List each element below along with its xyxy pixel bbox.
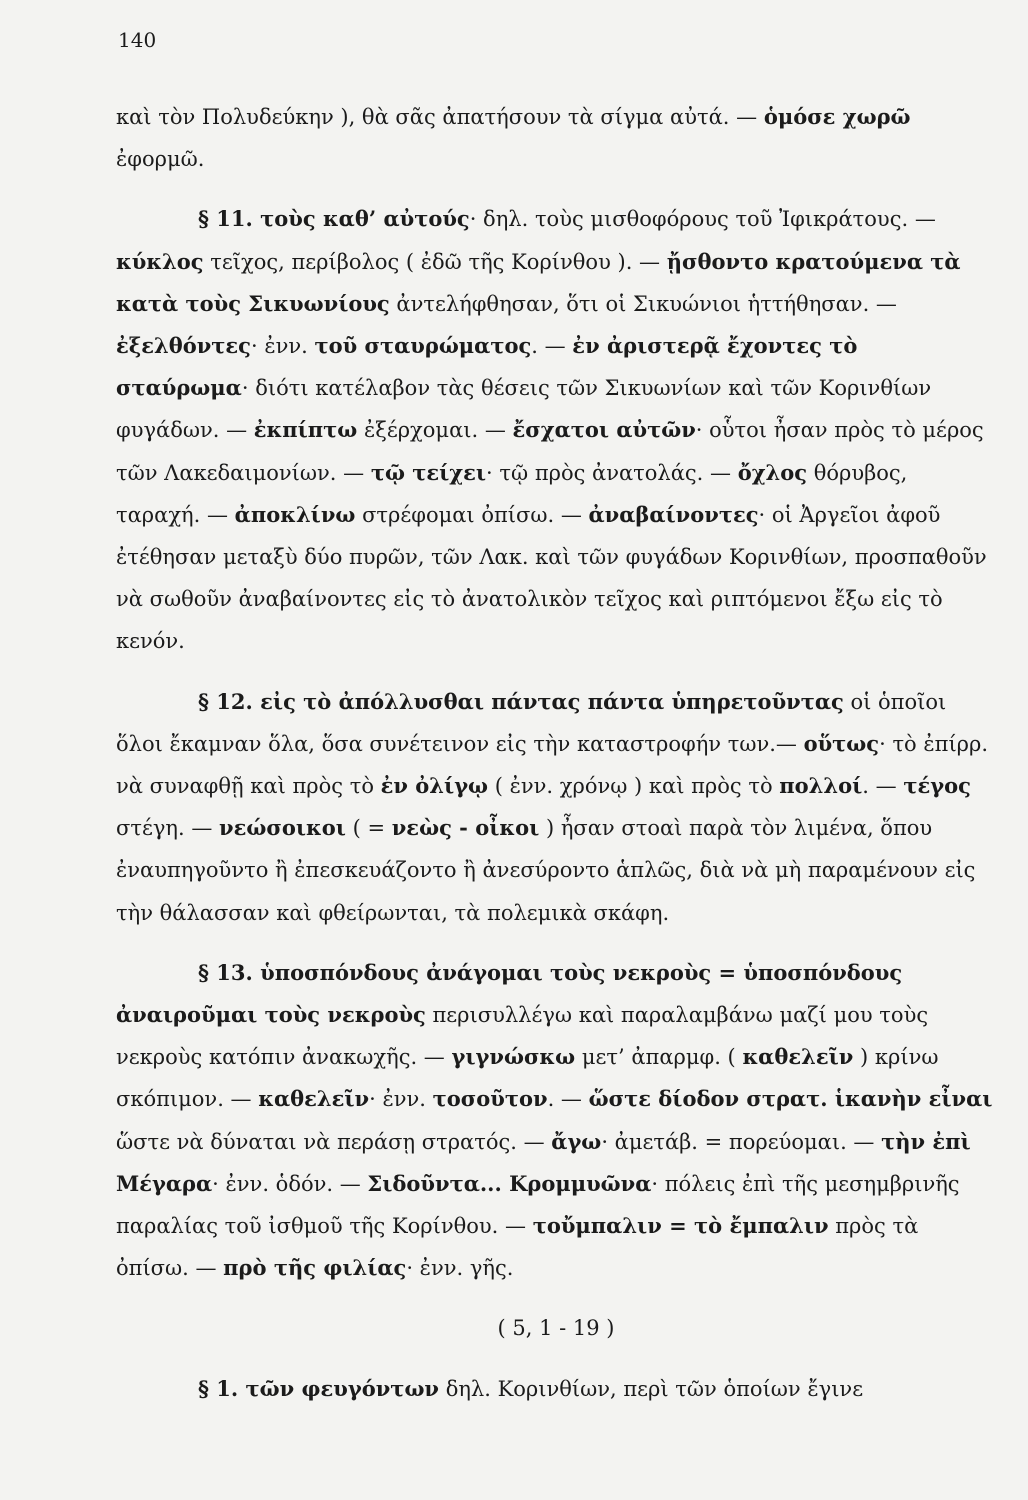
gloss-text: ὥστε νὰ δύναται νὰ περάσῃ στρατός. — (116, 1129, 552, 1154)
gloss-text: στέγη. — (116, 816, 219, 841)
section-heading: ( 5, 1 - 19 ) (497, 1316, 615, 1341)
paragraph (116, 96, 996, 180)
bold-term: τοὔμπαλιν = τὸ ἔμπαλιν (532, 1213, 829, 1239)
gloss-text: θόρυβος, ταραχή. — (116, 460, 908, 527)
gloss-text: τεῖχος, περίβολος ( ἐδῶ τῆς Κορίνθου ). — (203, 249, 667, 274)
bold-term: ἐξελθόντες (116, 333, 251, 359)
paragraph (116, 952, 996, 1290)
bold-term: ᾔσθοντο κρατούμενα τὰ κατὰ τοὺς Σικυωνίους (116, 248, 961, 316)
gloss-text: καὶ τὸν Πολυδεύκην ), θὰ σᾶς ἀπατήσουν τὰ σίγμα αὐτά. — (116, 105, 764, 129)
page-number: 140 (118, 28, 157, 52)
gloss-text: · ἐνν. (369, 1087, 433, 1112)
gloss-text: ( = (345, 816, 392, 841)
bold-term: τέγος (903, 773, 971, 799)
bold-term: οὕτως (803, 730, 880, 756)
bold-term: τοσοῦτον (432, 1086, 548, 1112)
bold-term: § 11. τοὺς καθ’ αὐτούς (198, 206, 470, 232)
gloss-text: · τὸ ἐπίρρ. νὰ συναφθῇ καὶ πρὸς τὸ (116, 731, 989, 799)
gloss-text: οἱ ὁποῖοι ὅλοι ἔκαμναν ὅλα, ὅσα συνέτεινον εἰς τὴν καταστροφήν των.— (116, 689, 947, 756)
bold-term: τῷ τείχει (370, 459, 487, 485)
bold-term: Σιδοῦντα... Κρομμυῶνα (367, 1170, 652, 1196)
commentary-text (116, 96, 996, 1410)
gloss-text: ) κρίνω σκόπιμον. — (116, 1045, 939, 1112)
gloss-text: · τῷ πρὸς ἀνατολάς. — (486, 460, 738, 485)
bold-term: ἀναβαίνοντες (588, 501, 759, 527)
gloss-text: . — (862, 774, 904, 799)
gloss-text: ( ἐνν. χρόνῳ ) καὶ πρὸς τὸ (488, 774, 780, 799)
bold-term: νεὼς - οἶκοι (391, 815, 540, 841)
bold-term: § 12. εἰς τὸ ἀπόλλυσθαι πάντας πάντα ὑπηρετοῦντας (198, 688, 844, 714)
gloss-text: · ἐνν. ὁδόν. — (212, 1171, 368, 1196)
bold-term: τοῦ σταυρώματος (314, 333, 532, 359)
bold-term: τὴν ἐπὶ Μέγαρα (116, 1128, 971, 1196)
bold-term: § 1. τῶν φευγόντων (198, 1375, 440, 1401)
paragraph (116, 1368, 996, 1410)
gloss-text: . — (531, 334, 573, 359)
bold-term: § 13. ὑποσπόνδους ἀνάγομαι τοὺς νεκροὺς = ὑποσπόνδους ἀναιροῦμαι τοὺς νεκροὺς (116, 959, 903, 1028)
gloss-text: · οἱ Ἀργεῖοι ἀφοῦ ἐτέθησαν μεταξὺ δύο πυρῶν, τῶν Λακ. καὶ τῶν φυγάδων Κορινθίων, προσπαθοῦν νὰ σωθοῦν ἀναβαίνοντες εἰς τὸ ἀνατολικὸν τεῖχος καὶ ριπτόμενοι ἔξω εἰς τὸ κενόν. (116, 502, 987, 654)
bold-term: γιγνώσκω (451, 1044, 576, 1070)
bold-term: ἀποκλίνω (234, 501, 356, 527)
bold-term: ἄγω (551, 1128, 602, 1154)
bold-term: καθελεῖν (742, 1044, 854, 1070)
gloss-text: ἐφορμῶ. (116, 147, 205, 172)
gloss-text: · ἀμετάβ. = πορεύομαι. — (601, 1129, 882, 1154)
gloss-text: . — (547, 1087, 589, 1112)
gloss-text: ἀντελήφθησαν, ὅτι οἱ Σικυώνιοι ἡττήθησαν. — (389, 291, 897, 316)
bold-term: ἐν ἀριστερᾷ ἔχοντες τὸ σταύρωμα (116, 333, 858, 401)
paragraph (116, 198, 996, 662)
bold-term: κύκλος (116, 248, 204, 274)
bold-term: ἐκπίπτω (253, 417, 358, 443)
gloss-text: · οὗτοι ἦσαν πρὸς τὸ μέρος τῶν Λακεδαιμονίων. — (116, 418, 984, 485)
bold-term: πρὸ τῆς φιλίας (223, 1255, 407, 1281)
gloss-text: στρέφομαι ὀπίσω. — (355, 502, 589, 527)
gloss-text: πρὸς τὰ ὀπίσω. — (116, 1214, 919, 1281)
gloss-text: περισυλλέγω καὶ παραλαμβάνω μαζί μου τοὺς νεκροὺς κατόπιν ἀνακωχῆς. — (116, 1003, 929, 1070)
bold-term: ὥστε δίοδον στρατ. ἱκανὴν εἶναι (588, 1086, 993, 1112)
gloss-text: · διότι κατέλαβον τὰς θέσεις τῶν Σικυωνίων καὶ τῶν Κορινθίων φυγάδων. — (116, 376, 932, 443)
bold-term: ἔσχατοι αὐτῶν (512, 417, 696, 443)
bold-term: πολλοί (779, 773, 863, 799)
gloss-text: · δηλ. τοὺς μισθοφόρους τοῦ Ἰφικράτους. — (469, 207, 936, 232)
bold-term: καθελεῖν (258, 1086, 370, 1112)
gloss-text: · ἐνν. γῆς. (406, 1256, 514, 1281)
gloss-text: μετ’ ἀπαρμφ. ( (575, 1045, 743, 1070)
gloss-text: δηλ. Κορινθίων, περὶ τῶν ὁποίων ἔγινε (439, 1376, 864, 1401)
bold-term: νεώσοικοι (219, 815, 346, 841)
bold-term: ἐν ὀλίγῳ (380, 773, 489, 799)
gloss-text: · ἐνν. (250, 334, 315, 359)
bold-term: ὄχλος (737, 459, 808, 485)
gloss-text: ) ἦσαν στοαὶ παρὰ τὸν λιμένα, ὅπου ἐναυπηγοῦντο ἢ ἐπεσκευάζοντο ἢ ἀνεσύροντο ἁπλῶς, διὰ νὰ μὴ παραμένουν εἰς τὴν θάλασσαν καὶ φθείρωνται, τὰ πολεμικὰ σκάφη. (116, 816, 976, 925)
bold-term: ὁμόσε χωρῶ (763, 104, 911, 129)
paragraph (116, 681, 996, 934)
gloss-text: ἐξέρχομαι. — (357, 418, 513, 443)
gloss-text: · πόλεις ἐπὶ τῆς μεσημβρινῆς παραλίας τοῦ ἰσθμοῦ τῆς Κορίνθου. — (116, 1171, 960, 1239)
